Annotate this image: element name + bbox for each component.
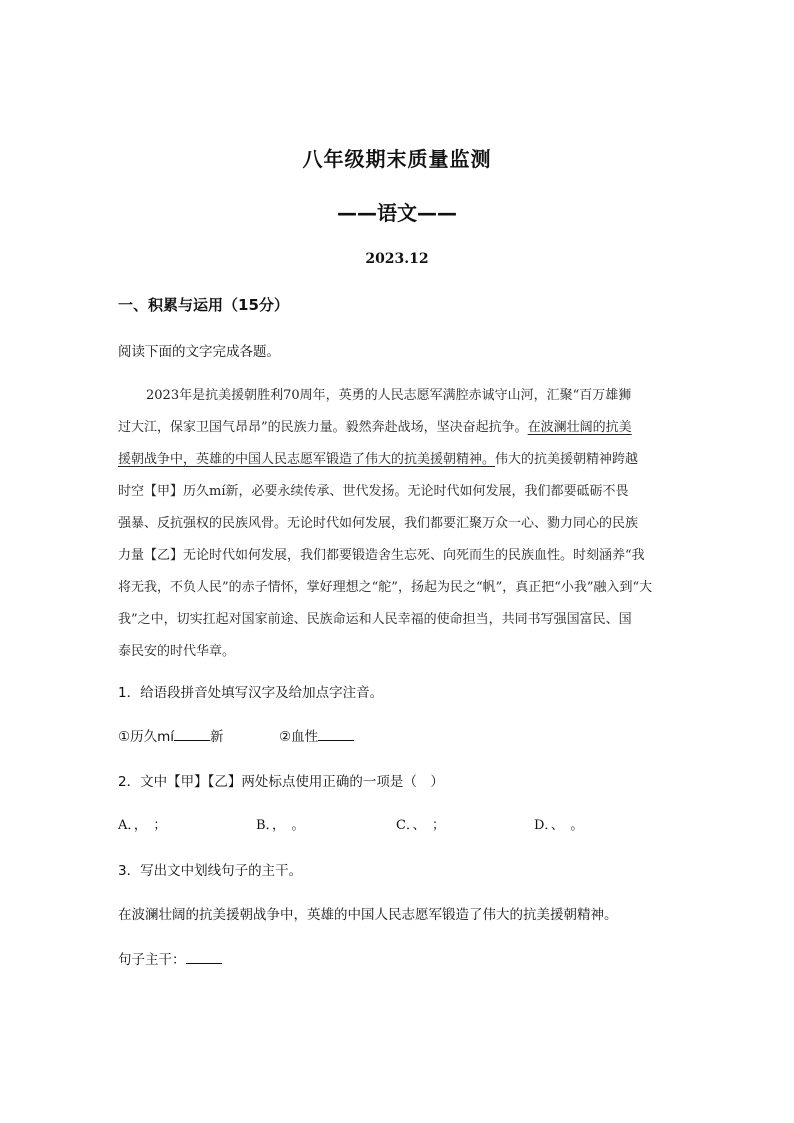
option-d[interactable]: D．、 。 xyxy=(534,818,584,833)
passage-line-9: 泰民安的时代华章。 xyxy=(118,644,236,659)
item-suffix: 新 xyxy=(210,729,224,745)
passage-line-6: 力量【乙】无论时代如何发展，我们都要锻造舍生忘死、向死而生的民族血性。时刻涵养“我 xyxy=(118,548,645,563)
question-1-item-a xyxy=(118,725,224,745)
question-1-item-b xyxy=(279,725,354,745)
option-a[interactable]: A．， ； xyxy=(118,818,167,833)
answer-blank[interactable] xyxy=(186,951,222,964)
item-label: ②血性 xyxy=(279,729,319,745)
option-c[interactable]: C．、 ； xyxy=(396,818,445,833)
passage-line-3 xyxy=(118,448,638,467)
question-1-prompt: 1．给语段拼音处填写汉字及给加点字注音。 xyxy=(118,685,384,701)
passage-line-8: 我”之中，切实扛起对国家前途、民族命运和人民幸福的使命担当，共同书写强国富民、国 xyxy=(118,612,632,627)
question-3-prompt: 3．写出文中划线句子的主干。 xyxy=(118,863,303,879)
answer-label: 句子主干： xyxy=(118,952,186,968)
underlined-sentence: 在波澜壮阔的抗美 xyxy=(527,420,632,435)
passage-line-1: 2023年是抗美援朝胜利70周年，英勇的人民志愿军满腔赤诚守山河，汇聚“百万雄狮 xyxy=(146,388,632,403)
section-heading: 一、积累与运用（15分） xyxy=(118,296,289,314)
passage-line-2 xyxy=(118,416,632,435)
page-title: 八年级期末质量监测 xyxy=(302,147,492,171)
answer-blank[interactable] xyxy=(174,728,210,741)
item-label: ①历久mí xyxy=(118,729,175,745)
answer-blank[interactable] xyxy=(318,728,354,741)
passage-line-7: 将无我，不负人民”的赤子情怀，掌好理想之“舵”，扬起为民之“帆”，真正把“小我”融入到“大 xyxy=(118,580,653,595)
question-3-sentence: 在波澜壮阔的抗美援朝战争中，英雄的中国人民志愿军锻造了伟大的抗美援朝精神。 xyxy=(118,907,618,923)
question-3-answer xyxy=(118,948,222,968)
section-instruction: 阅读下面的文字完成各题。 xyxy=(118,344,280,360)
passage-line-5: 强暴、反抗强权的民族风骨。无论时代如何发展，我们都要汇聚万众一心、勠力同心的民族 xyxy=(118,516,639,531)
passage-text: 过大江，保家卫国气昂昂”的民族力量。毅然奔赴战场，坚决奋起抗争。 xyxy=(118,420,528,435)
subject-subtitle: ——语文—— xyxy=(337,201,457,225)
passage-text: 伟大的抗美援朝精神跨越 xyxy=(495,452,639,467)
underlined-sentence: 援朝战争中，英雄的中国人民志愿军锻造了伟大的抗美援朝精神。 xyxy=(118,452,496,467)
exam-date: 2023.12 xyxy=(365,251,429,267)
question-2-prompt: 2．文中【甲】【乙】两处标点使用正确的一项是（ ） xyxy=(118,774,444,790)
option-b[interactable]: B．， 。 xyxy=(256,818,305,833)
passage-line-4: 时空【甲】历久mí新，必要永续传承、世代发扬。无论时代如何发展，我们都要砥砺不畏 xyxy=(118,484,629,499)
